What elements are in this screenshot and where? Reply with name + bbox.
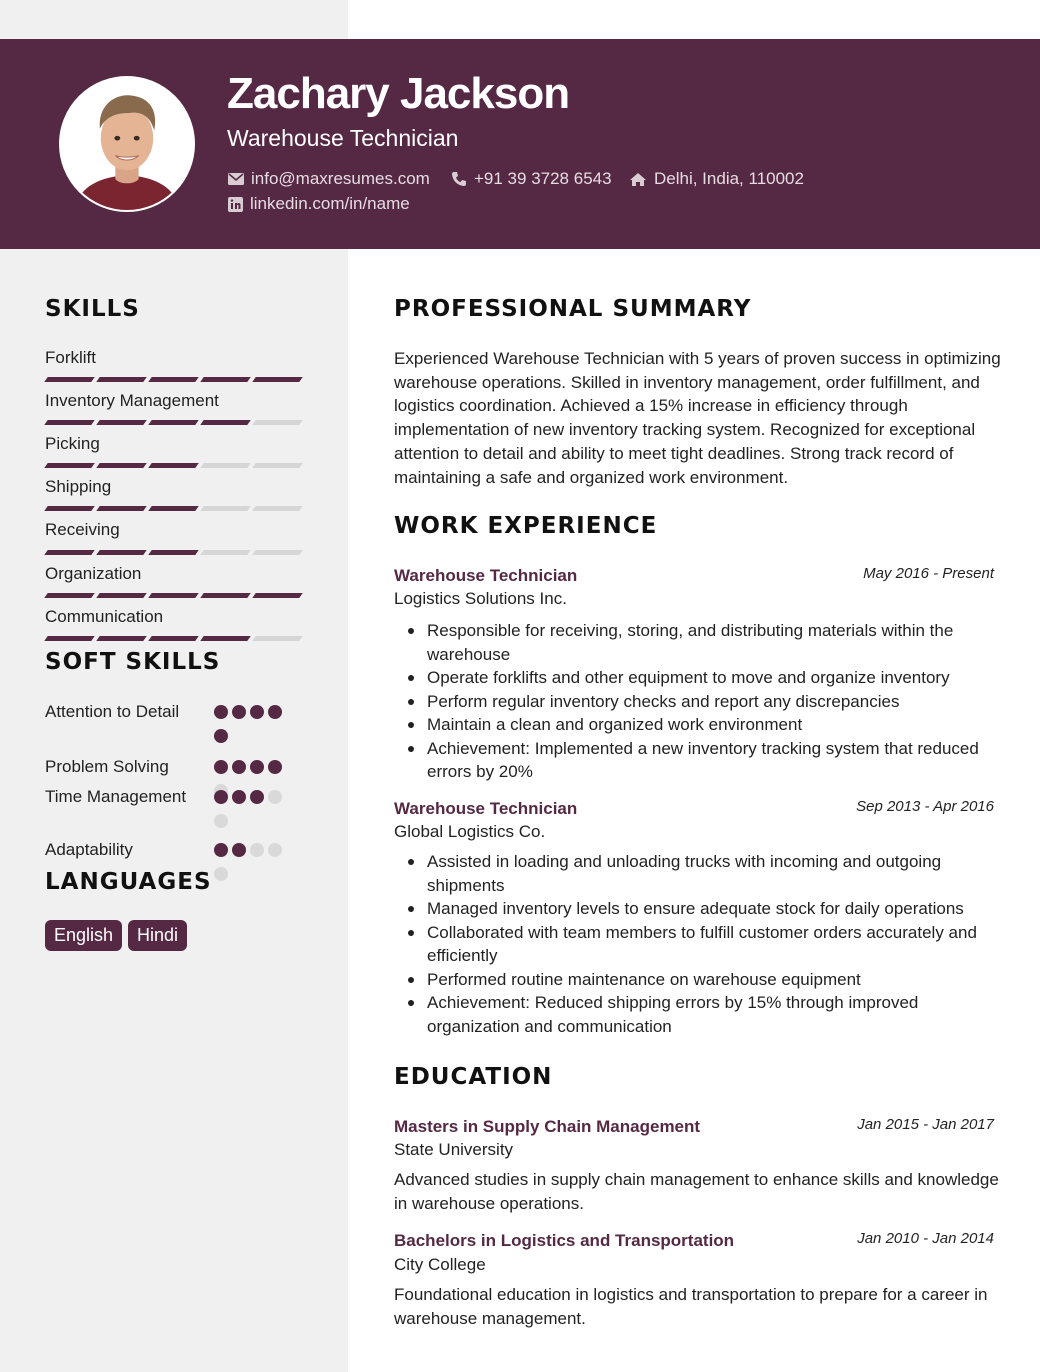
skill-segment-filled bbox=[252, 593, 303, 598]
soft-skill-dots bbox=[214, 790, 289, 828]
education-dates: Jan 2010 - Jan 2014 bbox=[857, 1230, 994, 1247]
job-title: Warehouse Technician bbox=[394, 799, 578, 818]
skill-segment-empty bbox=[200, 463, 251, 468]
email-text: info@maxresumes.com bbox=[251, 169, 430, 188]
skill-segment-empty bbox=[200, 550, 251, 555]
rating-dot-empty bbox=[214, 814, 228, 828]
rating-dot-empty bbox=[214, 867, 228, 881]
job-bullet: Performed routine maintenance on warehouse equipment bbox=[405, 968, 1005, 992]
languages-heading: LANGUAGES bbox=[45, 869, 212, 895]
job-bullets bbox=[405, 619, 1005, 784]
skill-bar bbox=[46, 506, 301, 511]
skill-bar bbox=[46, 420, 301, 425]
job-company: Global Logistics Co. bbox=[394, 822, 546, 841]
phone-text: +91 39 3728 6543 bbox=[474, 169, 612, 188]
skill-segment-filled bbox=[96, 377, 147, 382]
skill-bar bbox=[46, 636, 301, 641]
skill-segment-filled bbox=[44, 506, 95, 511]
skill-name: Picking bbox=[45, 434, 100, 453]
skill-name: Shipping bbox=[45, 477, 112, 496]
job-title: Warehouse Technician bbox=[394, 566, 578, 585]
rating-dot-empty bbox=[268, 843, 282, 857]
location-text: Delhi, India, 110002 bbox=[654, 169, 804, 188]
skill-segment-filled bbox=[44, 636, 95, 641]
soft-skill-name: Attention to Detail bbox=[45, 702, 180, 721]
skill-segment-filled bbox=[148, 636, 199, 641]
experience-heading: WORK EXPERIENCE bbox=[394, 513, 658, 539]
job-company: Logistics Solutions Inc. bbox=[394, 589, 567, 608]
skill-segment-filled bbox=[44, 377, 95, 382]
degree-title: Bachelors in Logistics and Transportation bbox=[394, 1231, 735, 1250]
job-dates: Sep 2013 - Apr 2016 bbox=[856, 798, 994, 815]
skill-segment-empty bbox=[200, 506, 251, 511]
skill-name: Inventory Management bbox=[45, 391, 219, 410]
rating-dot-filled bbox=[232, 843, 246, 857]
soft-skill-name: Adaptability bbox=[45, 840, 133, 859]
skill-segment-filled bbox=[96, 636, 147, 641]
contact-email[interactable] bbox=[228, 169, 430, 189]
education-description: Foundational education in logistics and transportation to prepare for a career in warehouse management. bbox=[394, 1285, 988, 1328]
job-bullet: Maintain a clean and organized work environment bbox=[405, 713, 1005, 737]
skill-segment-filled bbox=[148, 593, 199, 598]
soft-skill-dots bbox=[214, 843, 289, 881]
rating-dot-filled bbox=[214, 843, 228, 857]
job-bullet: Responsible for receiving, storing, and distributing materials within the warehouse bbox=[405, 619, 1005, 666]
rating-dot-empty bbox=[268, 790, 282, 804]
skill-segment-filled bbox=[96, 550, 147, 555]
skill-segment-filled bbox=[148, 463, 199, 468]
rating-dot-empty bbox=[250, 843, 264, 857]
job-bullet: Operate forklifts and other equipment to move and organize inventory bbox=[405, 666, 1005, 690]
skill-segment-empty bbox=[252, 420, 303, 425]
skill-name: Organization bbox=[45, 564, 142, 583]
rating-dot-filled bbox=[268, 760, 282, 774]
job-bullet: Collaborated with team members to fulfill customer orders accurately and efficiently bbox=[405, 921, 1005, 968]
rating-dot-filled bbox=[268, 705, 282, 719]
candidate-name: Zachary Jackson bbox=[227, 69, 570, 118]
skill-segment-filled bbox=[200, 377, 251, 382]
rating-dot-filled bbox=[214, 760, 228, 774]
soft-skill-name: Time Management bbox=[45, 787, 187, 806]
skill-segment-empty bbox=[252, 506, 303, 511]
skill-segment-empty bbox=[252, 636, 303, 641]
skill-segment-filled bbox=[148, 420, 199, 425]
contact-linkedin[interactable] bbox=[228, 194, 410, 214]
education-description: Advanced studies in supply chain management to enhance skills and knowledge in warehouse operations. bbox=[394, 1170, 999, 1213]
skill-segment-filled bbox=[96, 463, 147, 468]
skill-name: Receiving bbox=[45, 520, 120, 539]
skill-segment-filled bbox=[148, 506, 199, 511]
summary-text: Experienced Warehouse Technician with 5 years of proven success in optimizing warehouse operations. Skilled in inventory management, order fulfillment, and logistics coordination. Achieved a 15% increase in efficiency through implementation of new inventory tracking system. Recognized for exceptional attention to detail and ability to meet tight deadlines. Strong track record of maintaining a safe and organized work environment. bbox=[394, 349, 1001, 487]
skill-segment-filled bbox=[96, 420, 147, 425]
job-bullet: Assisted in loading and unloading trucks with incoming and outgoing shipments bbox=[405, 850, 1005, 897]
skill-segment-empty bbox=[252, 463, 303, 468]
degree-title: Masters in Supply Chain Management bbox=[394, 1117, 701, 1136]
avatar bbox=[59, 76, 195, 212]
job-bullet: Achievement: Implemented a new inventory tracking system that reduced errors by 20% bbox=[405, 737, 1005, 784]
job-dates: May 2016 - Present bbox=[863, 565, 994, 582]
contact-phone[interactable] bbox=[451, 169, 612, 189]
skill-segment-empty bbox=[252, 550, 303, 555]
skill-bar bbox=[46, 377, 301, 382]
skill-segment-filled bbox=[200, 636, 251, 641]
job-bullet: Managed inventory levels to ensure adequate stock for daily operations bbox=[405, 897, 1005, 921]
education-heading: EDUCATION bbox=[394, 1064, 553, 1090]
skill-segment-filled bbox=[44, 420, 95, 425]
profile-photo bbox=[61, 78, 193, 210]
linkedin-text: linkedin.com/in/name bbox=[250, 194, 410, 213]
candidate-title: Warehouse Technician bbox=[227, 125, 459, 151]
rating-dot-filled bbox=[232, 705, 246, 719]
skill-bar bbox=[46, 593, 301, 598]
skill-segment-filled bbox=[44, 593, 95, 598]
skills-heading: SKILLS bbox=[45, 296, 140, 322]
job-bullet: Achievement: Reduced shipping errors by 15% through improved organization and communication bbox=[405, 991, 1005, 1038]
school-name: State University bbox=[394, 1140, 514, 1159]
resume-header bbox=[0, 39, 1040, 249]
skill-segment-filled bbox=[44, 463, 95, 468]
rating-dot-filled bbox=[214, 705, 228, 719]
rating-dot-filled bbox=[214, 790, 228, 804]
skill-segment-filled bbox=[44, 550, 95, 555]
skill-bar bbox=[46, 463, 301, 468]
envelope-icon bbox=[228, 173, 244, 185]
job-bullets bbox=[405, 850, 1005, 1038]
skill-bar bbox=[46, 550, 301, 555]
rating-dot-filled bbox=[232, 790, 246, 804]
rating-dot-filled bbox=[250, 790, 264, 804]
skill-segment-filled bbox=[148, 550, 199, 555]
home-icon bbox=[629, 172, 647, 187]
linkedin-icon bbox=[228, 197, 243, 212]
skill-segment-filled bbox=[96, 506, 147, 511]
skill-name: Communication bbox=[45, 607, 164, 626]
skill-segment-filled bbox=[200, 420, 251, 425]
soft-skill-dots bbox=[214, 705, 289, 743]
rating-dot-filled bbox=[232, 760, 246, 774]
language-pill: Hindi bbox=[128, 920, 187, 951]
soft-skills-heading: SOFT SKILLS bbox=[45, 649, 221, 675]
rating-dot-filled bbox=[250, 760, 264, 774]
skill-segment-filled bbox=[148, 377, 199, 382]
skill-segment-filled bbox=[200, 593, 251, 598]
school-name: City College bbox=[394, 1255, 486, 1274]
language-pill: English bbox=[45, 920, 122, 951]
contact-location bbox=[629, 169, 804, 189]
skill-segment-filled bbox=[252, 377, 303, 382]
summary-heading: PROFESSIONAL SUMMARY bbox=[394, 296, 752, 322]
rating-dot-filled bbox=[250, 705, 264, 719]
education-dates: Jan 2015 - Jan 2017 bbox=[857, 1116, 994, 1133]
skill-name: Forklift bbox=[45, 348, 96, 367]
job-bullet: Perform regular inventory checks and report any discrepancies bbox=[405, 690, 1005, 714]
soft-skill-name: Problem Solving bbox=[45, 757, 169, 776]
phone-icon bbox=[451, 171, 467, 187]
rating-dot-filled bbox=[214, 729, 228, 743]
skill-segment-filled bbox=[96, 593, 147, 598]
